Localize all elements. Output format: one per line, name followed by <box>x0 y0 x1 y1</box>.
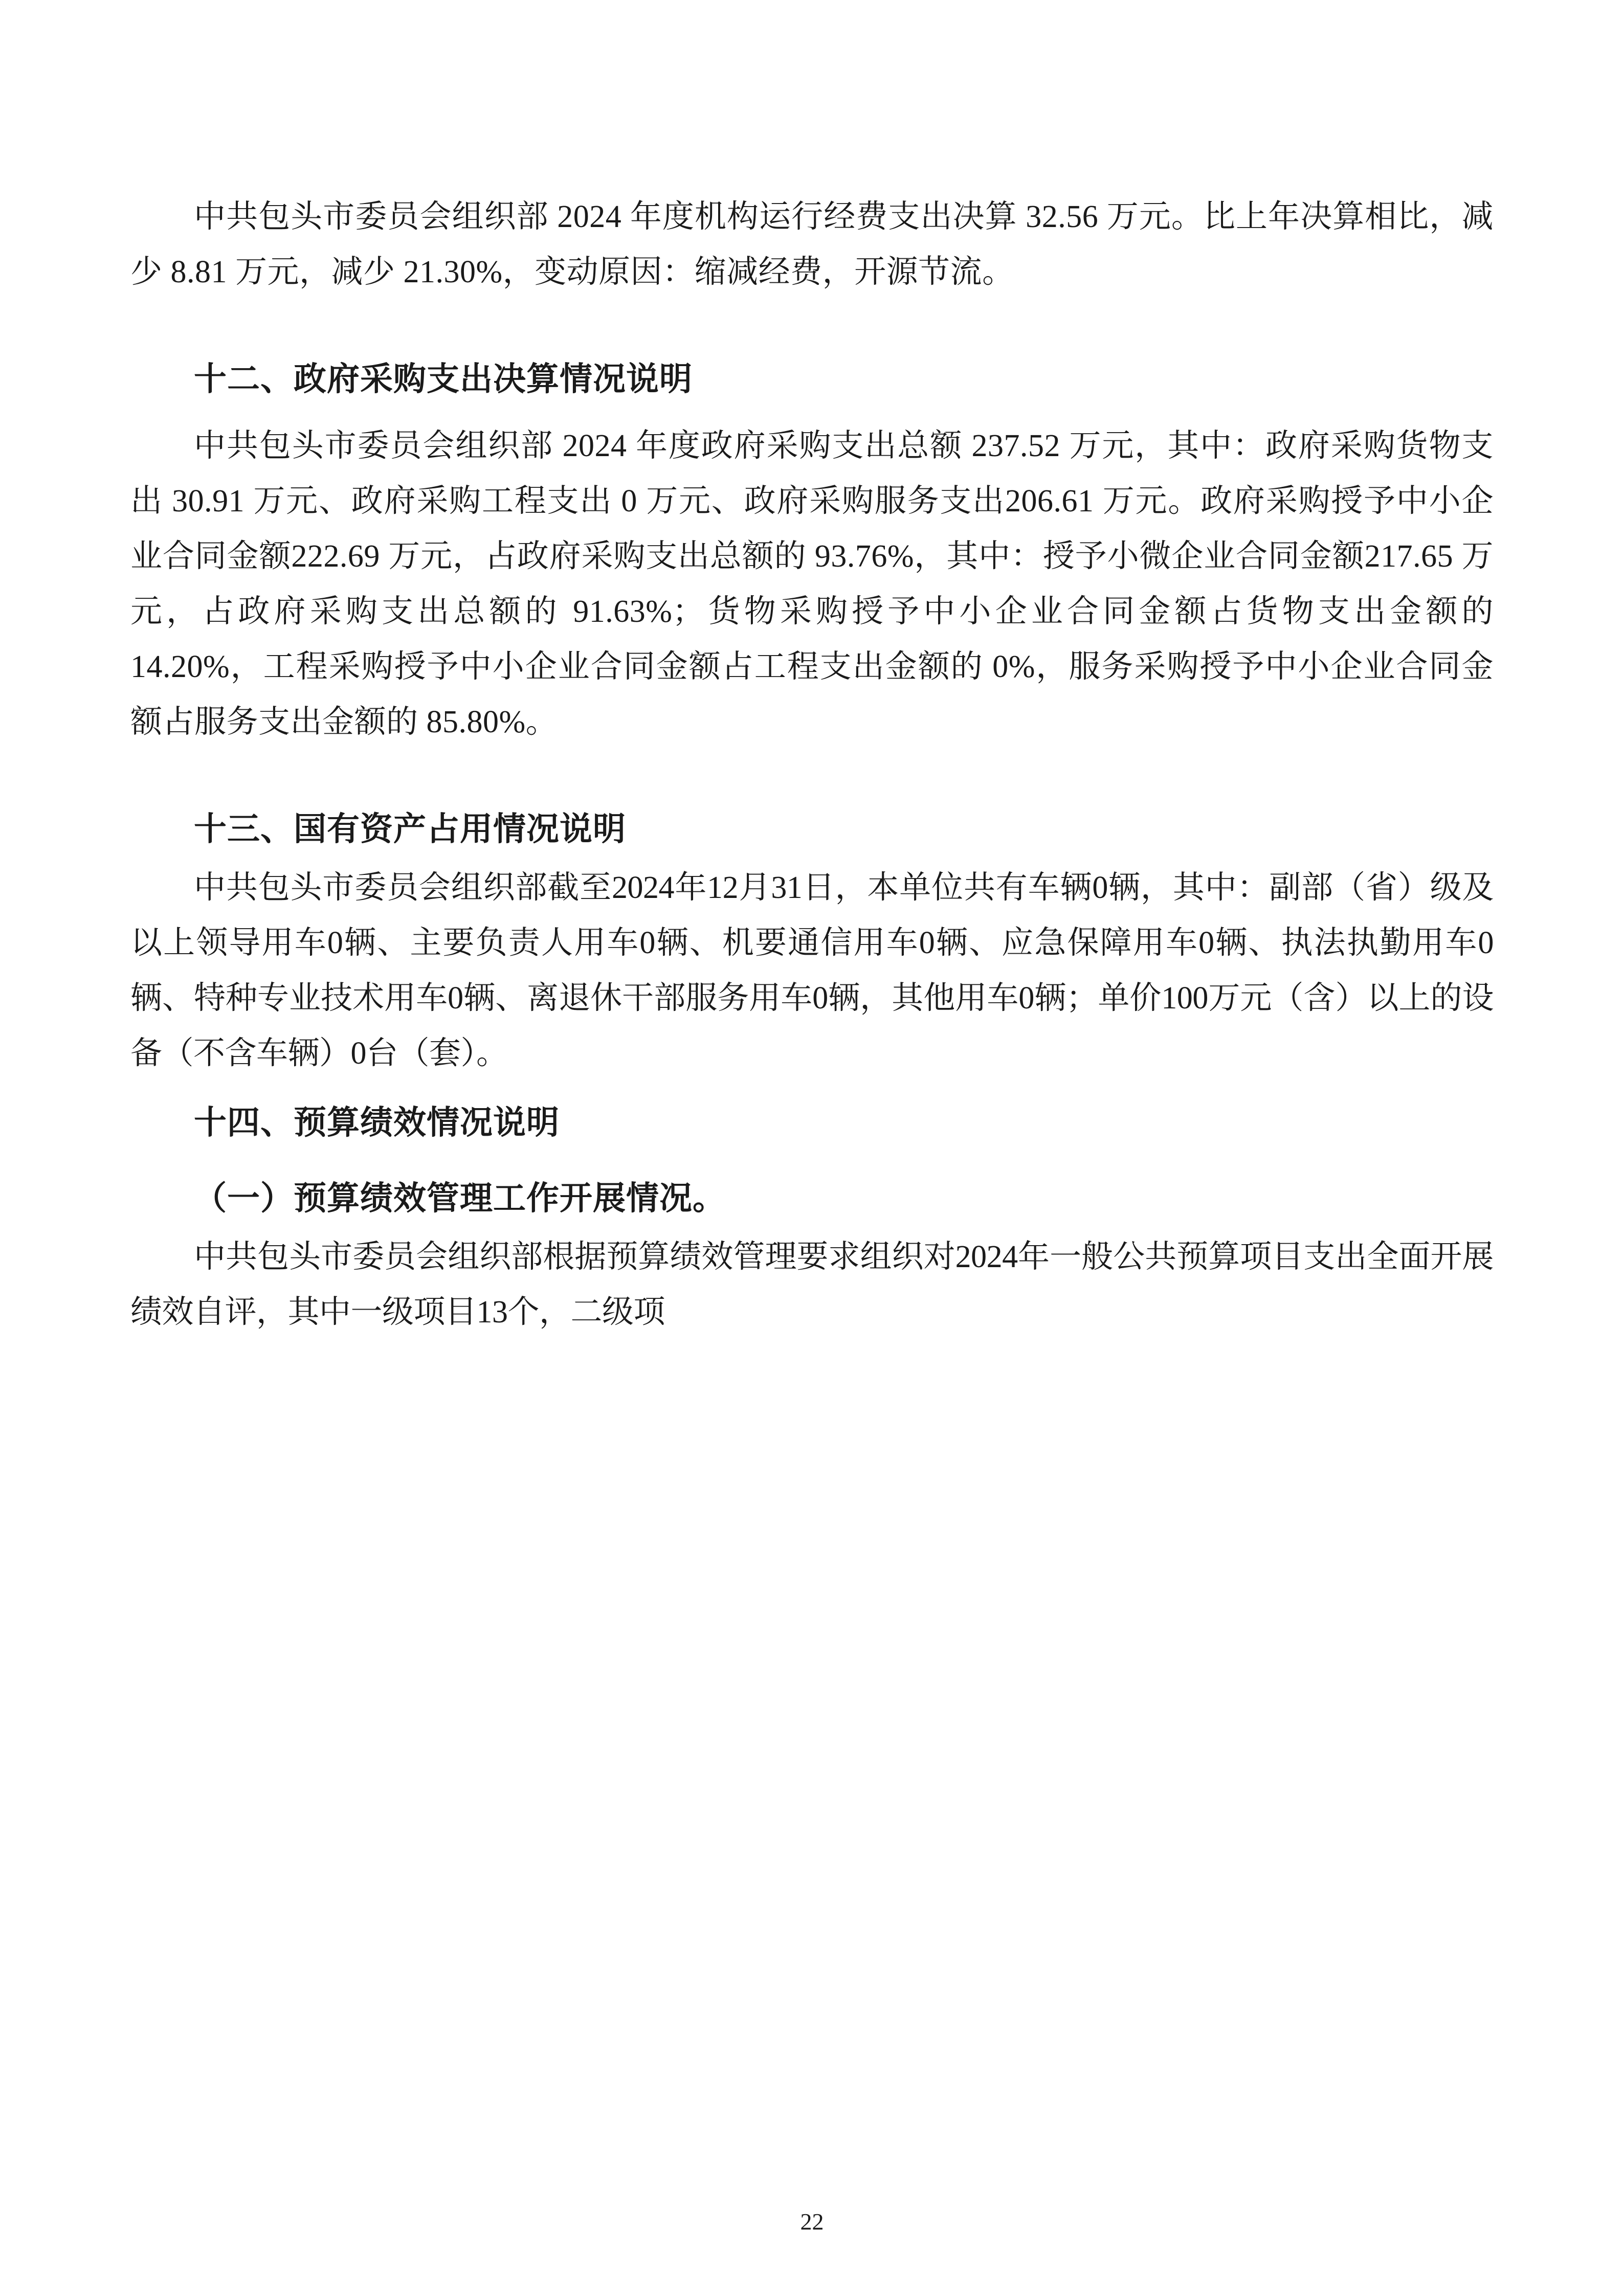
page-number: 22 <box>800 2209 824 2235</box>
paragraph-budget-performance: 中共包头市委员会组织部根据预算绩效管理要求组织对2024年一般公共预算项目支出全面开展绩效自评，其中一级项目13个，二级项 <box>130 1240 1494 1330</box>
spacer <box>130 311 1494 331</box>
paragraph-operating-expense: 中共包头市委员会组织部 2024 年度机构运行经费支出决算 32.56 万元。比上年决算相比，减少 8.81 万元，减少 21.30%，变动原因：缩减经费，开源节流。 <box>130 199 1494 289</box>
subsection-heading-fourteen-one: （一）预算绩效管理工作开展情况。 <box>194 1180 726 1218</box>
spacer <box>130 761 1494 781</box>
paragraph-government-procurement: 中共包头市委员会组织部 2024 年度政府采购支出总额 237.52 万元，其中：政府采购货物支出 30.91 万元、政府采购工程支出 0 万元、政府采购服务支出206.61 万元。政府采购授予中小企业合同金额222.69 万元，占政府采购支出总额的 93.76%，其中：授予小微企业合同金额217.65 万元，占政府采购支出总额的 91.63%；货物采购授予中小企业合同金额占货物支出金额的 14.20%，工程采购授予中小企业合同金额占工程支出金额的 0%，服务采购授予中小企业合同金额占服务支出金额的 85.80%。 <box>130 429 1494 739</box>
paragraph-state-owned-assets: 中共包头市委员会组织部截至2024年12月31日，本单位共有车辆0辆，其中：副部（省）级及以上领导用车0辆、主要负责人用车0辆、机要通信用车0辆、应急保障用车0辆、执法执勤用车0辆、特种专业技术用车0辆、离退休干部服务用车0辆，其他用车0辆；单价100万元（含）以上的设备（不含车辆）0台（套）。 <box>130 870 1494 1071</box>
section-heading-twelve: 十二、政府采购支出决算情况说明 <box>194 361 693 398</box>
section-heading-fourteen: 十四、预算绩效情况说明 <box>194 1104 560 1142</box>
section-heading-thirteen: 十三、国有资产占用情况说明 <box>194 811 626 848</box>
